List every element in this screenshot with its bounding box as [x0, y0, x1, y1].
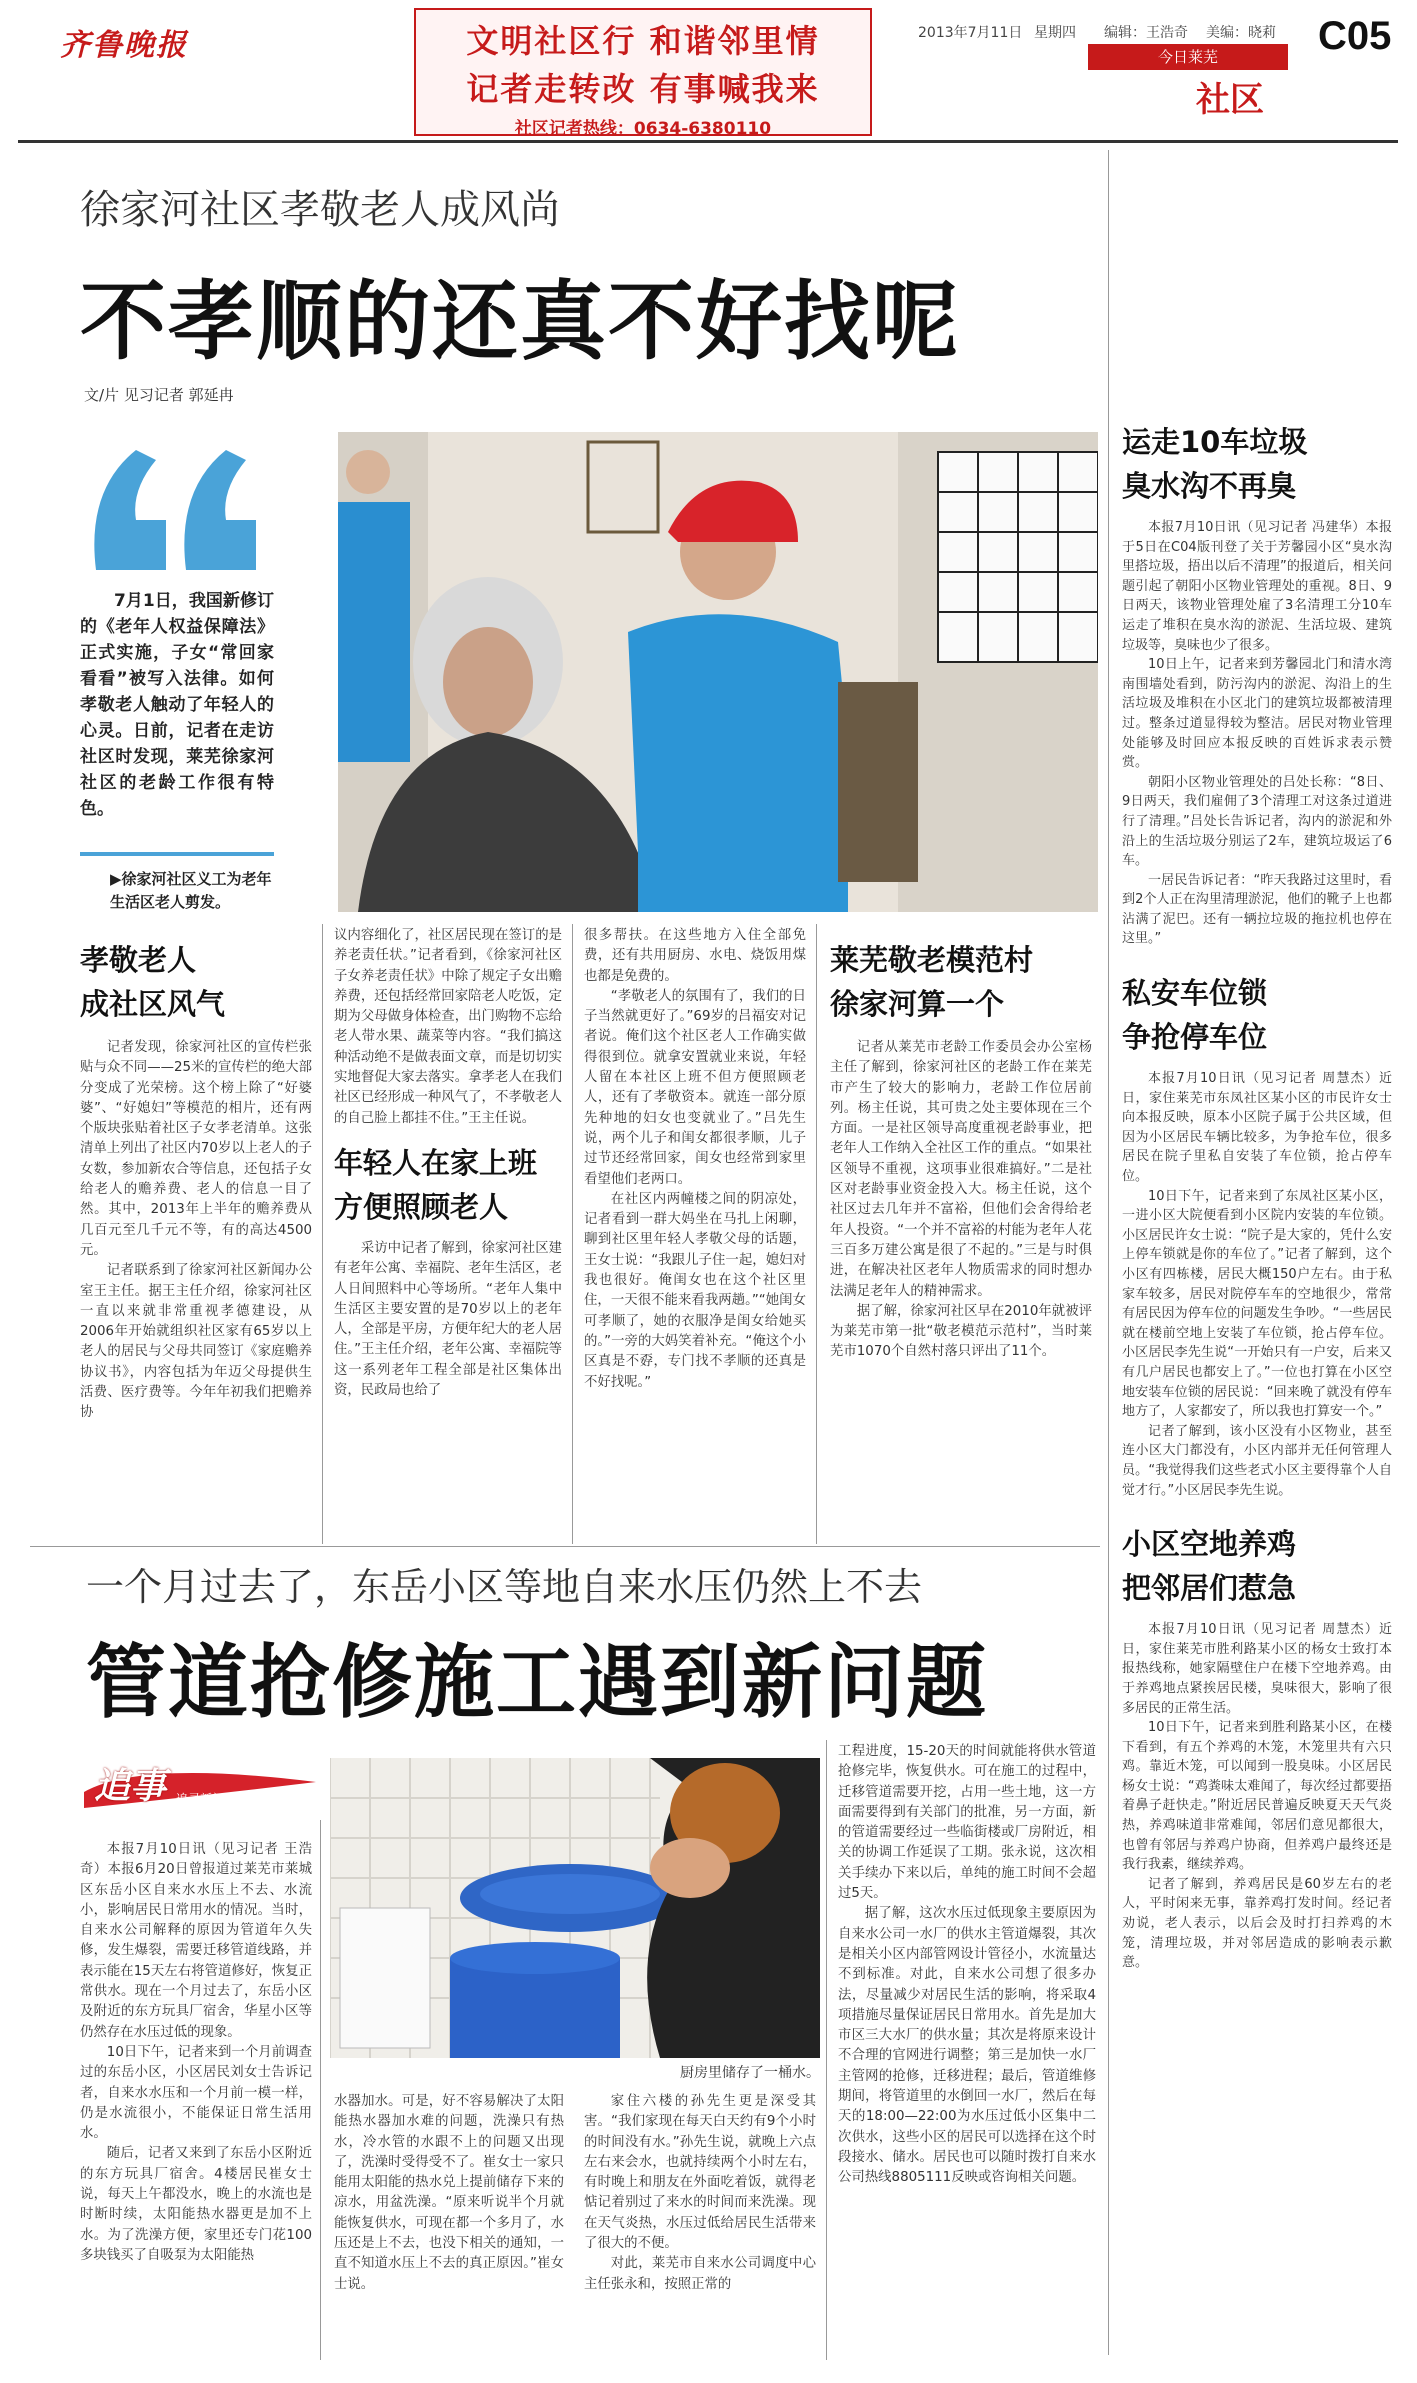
brief2-paragraph: 本报7月10日讯（见习记者 周慧杰）近日，家住莱芜市东凤社区某小区的市民许女士向本报反映，原本小区院子属于公共区域，但因为小区居民车辆比较多，为争抢车位，很多居民在院子里私自安装了车位锁，抢占停车位。: [1122, 1071, 1392, 1185]
designer-credit: 美编：晓莉: [1206, 25, 1276, 41]
issue-weekday: 星期四: [1034, 25, 1076, 41]
col-divider-2: [572, 924, 573, 1544]
story2-col1: [80, 1840, 312, 2266]
col2-paragraph: 议内容细化了，社区居民现在签订的是养老责任状。”记者看到，《徐家河社区子女养老责任状》中除了规定子女出赡养费，还包括经常回家陪老人吃饭，定期为父母做身体检查，出门购物不忘给老人带水果、蔬菜等内容。“我们搞这种活动绝不是做表面文章，而是切切实实地督促大家去落实。拿孝老人在我们社区已经形成一种风气了，不孝敬老人的自己脸上都挂不住。”王主任说。: [334, 928, 562, 1126]
section-name: 社区: [1196, 80, 1264, 120]
story1-kicker: 徐家河社区孝敬老人成风尚: [80, 187, 560, 233]
brief3-paragraph: 10日下午，记者来到胜利路某小区，在楼下看到，有五个养鸡的木笼，木笼里共有六只鸡。靠近木笼，可以闻到一股臭味。小区居民杨女士说：“鸡粪味太难闻了，每次经过都要捂着鼻子赶快走。”附近居民普遍反映夏天天气炎热，养鸡味道非常难闻，邻居们意见都很大，也曾有邻居与养鸡户协商，但养鸡户最终还是我行我素，继续养鸡。: [1122, 1720, 1392, 1873]
col-divider-3: [816, 924, 817, 1544]
s2-col3-paragraph: 对此，莱芜市自来水公司调度中心主任张永和，按照正常的: [584, 2256, 816, 2292]
sec1-title-line2: 成社区风气: [80, 987, 226, 1021]
sec2-title-line1: 年轻人在家上班: [334, 1145, 538, 1180]
hotline: 社区记者热线：0634-6380110: [514, 119, 772, 139]
col3-paragraph: “孝敬老人的氛围有了，我们的日子当然就更好了。”69岁的吕福安对记者说。俺们这个社区老人工作确实做得很到位。就拿安置就业来说，年轻人留在本社区上班不但方便照顾老人，还有了孝敬资本。就连一部分原先种地的妇女也变就业了。”吕先生说，两个儿子和闺女都很孝顺，儿子过节还经常回家，闺女也经常到家里看望他们老两口。: [584, 988, 806, 1187]
story2-col3: [584, 2092, 816, 2295]
brief1-paragraph: 朝阳小区物业管理处的吕处长称：“8日、9日两天，我们雇佣了3个清理工对这条过道进行了清理。”吕处长告诉记者，沟内的淤泥和外沿上的生活垃圾分别运了2车，建筑垃圾运了6车。: [1122, 774, 1392, 869]
right-column-divider: [1108, 150, 1109, 2355]
story2-photo: [330, 1758, 820, 2058]
story-divider: [30, 1546, 1100, 1547]
story2-col4: [838, 1742, 1096, 2189]
sec3-title-line2: 徐家河算一个: [830, 987, 1005, 1021]
story2-col2: [334, 2092, 564, 2295]
col3-paragraph: 很多帮扶。在这些地方入住全部免费，还有共用厨房、水电、烧饭用煤也都是免费的。: [584, 928, 806, 984]
story1-col2: [334, 926, 562, 1401]
sec3-paragraph: 据了解，徐家河社区早在2010年就被评为莱芜市第一批“敬老模范示范村”，当时莱芜市1070个自然村落只评出了11个。: [830, 1303, 1092, 1360]
brief2-paragraph: 记者了解到，该小区没有小区物业，甚至连小区大门都没有，小区内部并无任何管理人员。“我觉得我们这些老式小区主要得靠个人自觉才行。”小区居民李先生说。: [1122, 1423, 1392, 1498]
story2-headline: 管道抢修施工遇到新问题: [86, 1636, 988, 1729]
column-logo: [80, 1752, 320, 1814]
sec3-title-line1: 莱芜敬老模范村: [830, 943, 1034, 977]
s2-col-divider-3: [826, 1740, 827, 2360]
brief1-paragraph: 本报7月10日讯（见习记者 冯建华）本报于5日在C04版刊登了关于芳馨园小区“臭水沟里搭垃圾，捂出以后不清理”的报道后，相关问题引起了朝阳小区物业管理处的重视。8日、9日两天，该物业管理处雇了3名清理工分10车运走了堆积在臭水沟的淤泥、生活垃圾、建筑垃圾等，臭味也少了很多。: [1122, 520, 1392, 653]
s2-col4-paragraph: 工程进度，15-20天的时间就能将供水管道抢修完毕，恢复供水。可在施工的过程中，迁移管道需要开挖，占用一些土地，这一方面需要得到有关部门的批准，另一方面，新的管道需要经过一些临街楼或厂房附近，相关的协调工作延误了工期。张永说，这次相关手续办下来以后，单纯的施工时间不会超过5天。: [838, 1744, 1096, 1902]
column-logo-text: 追事: [94, 1766, 167, 1807]
brief2-title-line1: 私安车位锁: [1122, 976, 1268, 1011]
sec3-paragraph: 记者从莱芜市老龄工作委员会办公室杨主任了解到，徐家河社区的老龄工作在莱芜市产生了较大的影响力，老龄工作位居前列。杨主任说，其可贵之处主要体现在三个方面。一是社区领导高度重视老龄事业，把老年人工作纳入全社区工作的重点。“如果社区领导不重视，这项事业很难搞好。”二是社区对老龄事业资金投入大。杨主任说，这个社区过去几年并不富裕，但他们会舍得给老年人投资。“一个并不富裕的村能为老年人花三百多万建公寓是很了不起的。”三是与时俱进，在解决社区老年人物质需求的同时想办法满足老年人的精神需求。: [830, 1040, 1092, 1299]
story2-kicker: 一个月过去了，东岳小区等地自来水压仍然上不去: [86, 1565, 923, 1609]
col-divider-1: [322, 924, 323, 1544]
brief1-title-line1: 运走10车垃圾: [1122, 425, 1308, 459]
brief2-paragraph: 10日下午，记者来到了东凤社区某小区，一进小区大院便看到小区院内安装的车位锁。小区居民许女士说：“院子是大家的，凭什么安上停车锁就是你的车位了。”记者了解到，这个小区有四栋楼，居民大概150户左右。由于私家车较多，居民对院停车车的空地很少，常常有居民因为停车位的问题发生争吵。“一些居民就在楼前空地上安装了车位锁，抢占停车位。小区居民李先生说“一开始只有一户安，后来又有几户居民也都安上了。”一位也打算在小区空地安装车位锁的居民说：“回来晚了就没有停车地方了，人家都安了，所以我也打算安一个。”: [1122, 1188, 1392, 1420]
brief3-paragraph: 记者了解到，养鸡居民是60岁左右的老人，平时闲来无事，靠养鸡打发时间。经记者劝说，老人表示，以后会及时打扫养鸡的木笼，清理垃圾，并对邻居造成的影响表示歉意。: [1122, 1876, 1392, 1971]
masthead-rule: [18, 140, 1398, 143]
community-banner: [414, 8, 872, 139]
brief3-title-line1: 小区空地养鸡: [1122, 1527, 1297, 1562]
brief1-paragraph: 10日上午，记者来到芳馨园北门和清水湾南围墙处看到，防污沟内的淤泥、沟沿上的生活垃圾及堆积在小区北门的建筑垃圾都被清理过。整条过道显得较为整洁。居民对物业管理处能够及时回应本报反映的百姓诉求表示赞赏。: [1122, 657, 1392, 771]
sec1-paragraph: 记者发现，徐家河社区的宣传栏张贴与众不同——25米的宣传栏的绝大部分变成了光荣榜。这个榜上除了“好婆婆”、“好媳妇”等模范的相片，还有两个版块张贴着社区子女孝老清单。这张清单上列出了社区内70岁以上老人的子女数，参加新农合等信息，还包括子女给老人的赡养费、老人的信息一目了然。其中，2013年上半年的赡养费从几百元至几千元不等，有的高达4500元。: [80, 1040, 312, 1258]
s2-col3-paragraph: 家住六楼的孙先生更是深受其害。“我们家现在每天白天约有9个小时的时间没有水。”孙先生说，就晚上六点左右来会水，也就持续两个小时左右，有时晚上和朋友在外面吃着饭，就得老惦记着别过了来水的时间而来洗澡。现在天气炎热，水压过低给居民生活带来了很大的不便。: [584, 2094, 816, 2252]
s2-col1-paragraph: 随后，记者又来到了东岳小区附近的东方玩具厂宿舍。4楼居民崔女士说，每天上午都没水，晚上的水流也是时断时续，太阳能热水器更是加不上水。为了洗澡方便，家里还专门花100多块钱买了自吸泵为太阳能热: [80, 2146, 312, 2263]
issue-date: 2013年7月11日: [918, 25, 1023, 41]
section-tag: 今日莱芜: [1088, 44, 1288, 70]
brief2-title-line2: 争抢停车位: [1122, 1020, 1268, 1055]
brief3-title-line2: 把邻居们惹急: [1122, 1571, 1297, 1606]
story1-col4: [830, 938, 1092, 1363]
story2-caption: 厨房里储存了一桶水。: [680, 2065, 820, 2081]
sec1-paragraph: 记者联系到了徐家河社区新闻办公室王主任。据王主任介绍，徐家河社区一直以来就非常重视孝德建设，从2006年开始就组织社区家有65岁以上老人的居民与父母共同签订《家庭赡养协议书》，内容包括为年迈父母提供生活费、医疗费等。今年年初我们把赡养协: [80, 1263, 312, 1421]
story1-caption: ▶徐家河社区义工为老年生活区老人剪发。: [110, 870, 272, 911]
paper-name: 齐鲁晚报: [60, 28, 188, 63]
sidebar: [1122, 420, 1392, 1973]
editor-credit: 编辑：王浩奇: [1104, 25, 1188, 41]
quote-mark-icon: [76, 430, 276, 590]
brief1-paragraph: 一居民告诉记者：“昨天我路过这里时，看到2个人正在沟里清理淤泥，他们的靴子上也都沾满了泥巴。还有一辆拉垃圾的拖拉机也停在这里。”: [1122, 872, 1392, 947]
sec1-title-line1: 孝敬老人: [80, 943, 197, 977]
story1-headline: 不孝顺的还真不好找呢: [80, 272, 960, 372]
story1-lead: 7月1日，我国新修订的《老年人权益保障法》正式实施，子女“常回家看看”被写入法律。如何孝敬老人触动了年轻人的心灵。日前，记者在走访社区时发现，莱芜徐家河社区的老龄工作很有特色。: [80, 591, 274, 819]
banner-line2: 记者走转改 有事喊我来: [466, 70, 820, 108]
sec2-title-line2: 方便照顾老人: [334, 1189, 509, 1224]
s2-col1-paragraph: 10日下午，记者来到一个月前调查过的东岳小区，小区居民刘女士告诉记者，自来水水压和一个月前一模一样，仍是水流很小，不能保证日常生活用水。: [80, 2044, 312, 2142]
brief3-paragraph: 本报7月10日讯（见习记者 周慧杰）近日，家住莱芜市胜利路某小区的杨女士致打本报热线称，她家隔壁住户在楼下空地养鸡。由于养鸡地点紧挨居民楼，臭味很大，影响了很多居民的正常生活。: [1122, 1622, 1392, 1716]
s2-col1-paragraph: 本报7月10日讯（见习记者 王浩奇）本报6月20日曾报道过莱芜市莱城区东岳小区自来水水压上不去、水流小，影响居民日常用水的情况。当时，自来水公司解释的原因为管道年久失修，发生爆裂，需要迁移管道线路，并表示能在15天左右将管道修好，恢复正常供水。现在一个月过去了，东岳小区及附近的东方玩具厂宿舍，华星小区等仍然存在水压过低的现象。: [80, 1842, 312, 2040]
s2-col-divider-1: [320, 1820, 321, 2360]
sec2-paragraph: 采访中记者了解到，徐家河社区建有老年公寓、幸福院、老年生活区，老人日间照料中心等场所。“老年人集中生活区主要安置的是70岁以上的老年人，全部是平房，方便年纪大的老人居住。”王主任介绍，老年公寓、幸福院等这一系列老年工程全部是社区集体出资，民政局也给了: [334, 1240, 562, 1399]
story1-col3: [584, 926, 806, 1393]
story1-col1: [80, 938, 312, 1424]
brief1-title-line2: 臭水沟不再臭: [1122, 469, 1297, 503]
s2-col2-paragraph: 水器加水。可是，好不容易解决了太阳能热水器加水难的问题，洗澡只有热水，冷水管的水跟不上的问题又出现了，洗澡时受得受不了。崔女士一家只能用太阳能的热水兑上提前储存下来的凉水，用盆洗澡。“原来听说半个月就能恢复供水，可现在都一个多月了，水压还是上不去，也没下相关的通知，一直不知道水压上不去的真正原因。”崔女士说。: [334, 2094, 564, 2292]
story1-byline: 文/片 见习记者 郭延冉: [84, 386, 234, 404]
col3-paragraph: 在社区内两幢楼之间的阴凉处，记者看到一群大妈坐在马扎上闲聊，聊到社区里年轻人孝敬父母的话题，王女士说：“我跟儿子住一起，媳妇对我也很好。俺闺女也在这个社区里住，一天很不能来看我两趟。”“她闺女可孝顺了，她的衣服净是闺女给她买的。”一旁的大妈笑着补充。“俺这个小区真是不孬，专门找不孝顺的还真是不好找呢。”: [584, 1191, 806, 1390]
s2-col4-paragraph: 据了解，这次水压过低现象主要原因为自来水公司一水厂的供水主管道爆裂，其次是相关小区内部管网设计管径小，水流量达不到标准。对此，自来水公司想了很多办法，尽量减少对居民生活的影响，将采取4项措施尽量保证居民日常用水。首先是加大市区三大水厂的供水量；其次是将原来设计不合理的官网进行调整；第三是加快一水厂主管网的抢修，迁移进程；最后，管道维修期间，将管道里的水倒回一水厂，然后在每天的18:00—22:00为水压过低小区集中二次供水，这些小区的居民可以选择在这个时段接水、储水。居民也可以随时拨打自来水公司热线8805111反映或咨询相关问题。: [838, 1906, 1096, 2186]
page-number: C05: [1318, 14, 1392, 58]
story1-photo: [338, 432, 1098, 912]
banner-line1: 文明社区行 和谐邻里情: [466, 22, 820, 60]
lead-underline: [80, 852, 274, 856]
column-logo-subtitle: 追寻新闻尽头: [176, 1792, 249, 1806]
